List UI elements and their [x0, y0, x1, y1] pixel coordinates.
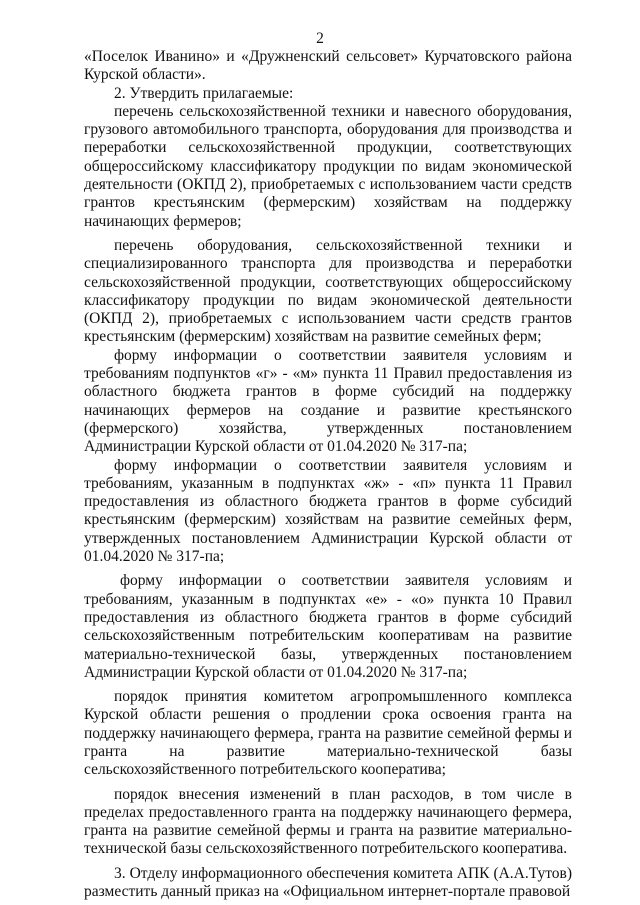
paragraph-item-2: 2. Утвердить прилагаемые:	[114, 84, 294, 102]
paragraph-list-equipment: перечень оборудования, сельскохозяйственной техники и специализированного транспорта для производства и переработки сельскохозяйственной продукции, соответствующих общероссийскому классификатору продукции по видам экономической деятельности (ОКПД 2), приобретаемых с использованием части средств грантов крестьянским (фермерским) хозяйствам на развитие семейных ферм;	[84, 236, 572, 346]
paragraph-list-machinery: перечень сельскохозяйственной техники и навесного оборудования, грузового автомобильного транспорта, оборудования для производства и переработки сельскохозяйственной продукции, соответствующих общероссийскому классификатору продукции по видам экономической деятельности (ОКПД 2), приобретаемых с использованием части средств грантов крестьянским (фермерским) хозяйствам на поддержку начинающих фермеров;	[84, 102, 572, 230]
paragraph-form-family-farms: форму информации о соответствии заявителя условиям и требованиям, указанным в подпунктах «ж» - «п» пункта 11 Правил предоставления из областного бюджета грантов в форме субсидий крестьянским (фермерским) хозяйствам на развитие семейных ферм, утвержденных постановлением Администрации Курской области от 01.04.2020 № 317-па;	[84, 456, 572, 566]
page-number: 2	[316, 30, 324, 47]
paragraph-procedure-changes: порядок внесения изменений в план расходов, в том числе в пределах предоставленного гранта на поддержку начинающего фермера, гранта на развитие семейной фермы и гранта на развитие материально-технической базы сельскохозяйственного потребительского кооператива.	[84, 785, 572, 858]
paragraph-form-beginning-farmers: форму информации о соответствии заявителя условиям и требованиям подпунктов «г» - «м» пункта 11 Правил предоставления из областного бюджета грантов в форме субсидий на поддержку начинающих фермеров на создание и развитие крестьянского (фермерского) хозяйства, утвержденных постановлением Администрации Курской области от 01.04.2020 № 317-па;	[84, 346, 572, 456]
paragraph-procedure-extension: порядок принятия комитетом агропромышленного комплекса Курской области решения о продлении срока освоения гранта на поддержку начинающего фермера, гранта на развитие семейной фермы и гранта на развитие материально-технической базы сельскохозяйственного потребительского кооператива;	[84, 688, 572, 779]
document-body	[84, 48, 572, 901]
paragraph-continuation: «Поселок Иванино» и «Дружненский сельсовет» Курчатовского района Курской области».	[84, 48, 572, 84]
paragraph-form-cooperatives: форму информации о соответствии заявителя условиям и требованиям, указанным в подпунктах «е» - «о» пункта 10 Правил предоставления из областного бюджета грантов в форме субсидий сельскохозяйственным потребительским кооперативам на развитие материально-технической базы, утвержденных постановлением Администрации Курской области от 01.04.2020 № 317-па;	[84, 572, 572, 681]
paragraph-item-3: 3. Отделу информационного обеспечения комитета АПК (А.А.Тутов) разместить данный приказ на «Официальном интернет-портале правовой	[84, 864, 572, 901]
